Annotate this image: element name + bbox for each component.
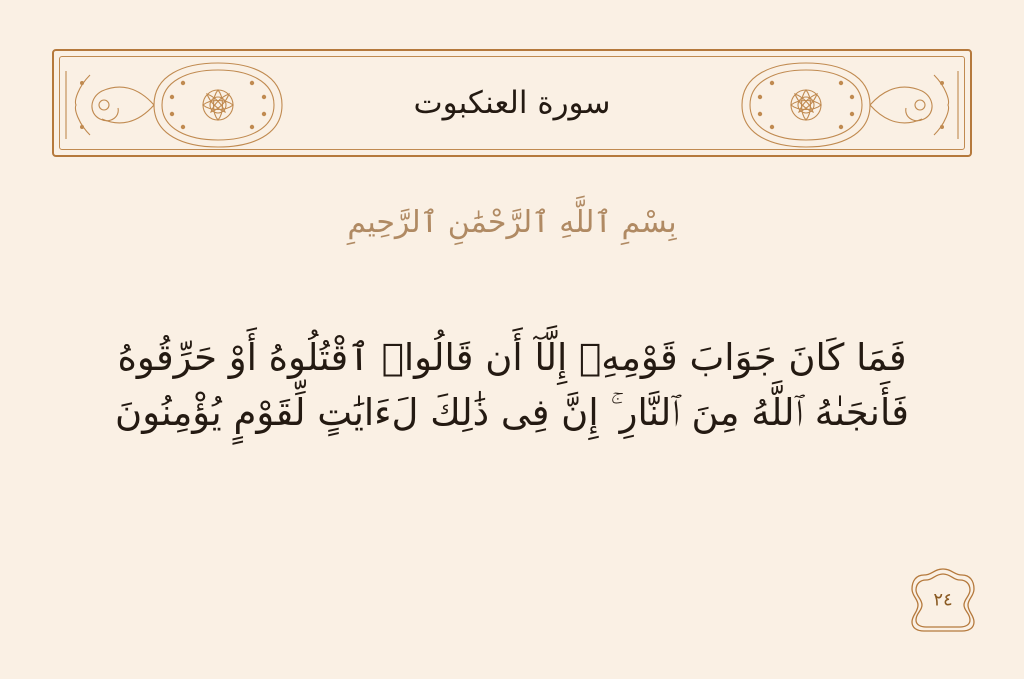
- ayah-line: فَمَا كَانَ جَوَابَ قَوْمِهِۦ إِلَّآ أَن قَالُوا۟ ٱقْتُلُوهُ أَوْ حَرِّقُوهُ: [117, 336, 907, 379]
- ayah-number: ٢٤: [933, 589, 953, 611]
- ayah-line: فَأَنجَىٰهُ ٱللَّهُ مِنَ ٱلنَّارِ ۚ إِنَّ فِى ذَٰلِكَ لَءَايَٰتٍ لِّقَوْمٍ يُؤْمِنُونَ: [115, 391, 909, 434]
- ayah-number-medallion: [908, 565, 978, 635]
- surah-header-inner-frame: [59, 56, 965, 150]
- surah-title: سورة العنكبوت: [413, 84, 611, 121]
- basmala-text: بِسْمِ ٱللَّهِ ٱلرَّحْمَٰنِ ٱلرَّحِيمِ: [347, 205, 677, 240]
- surah-header-band: [52, 49, 972, 157]
- ayah-text-block: [62, 330, 962, 440]
